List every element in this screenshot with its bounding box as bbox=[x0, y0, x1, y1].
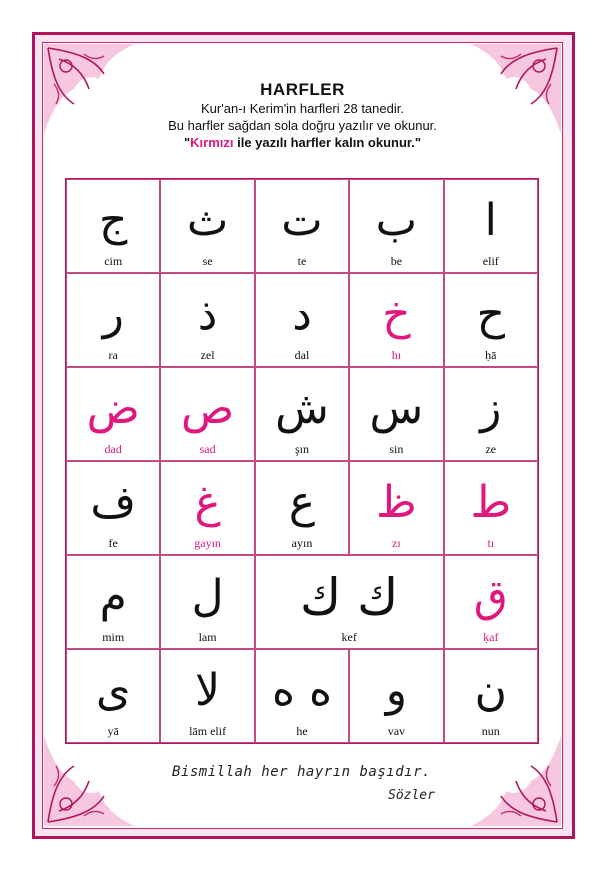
letter-name: ayın bbox=[291, 536, 313, 550]
arabic-letter: ل bbox=[191, 571, 224, 622]
red-word: Kırmızı bbox=[190, 135, 234, 150]
letter-name: kef bbox=[341, 630, 357, 644]
letter-name: zel bbox=[200, 348, 215, 362]
letter-cell bbox=[444, 273, 538, 367]
letter-cell bbox=[160, 367, 254, 461]
letter-name: şın bbox=[294, 442, 309, 456]
letter-cell bbox=[66, 179, 160, 273]
arabic-letter: ا bbox=[484, 195, 497, 246]
arabic-letter: ق bbox=[473, 571, 508, 622]
arabic-letter: ف bbox=[90, 477, 136, 528]
arabic-letter: ج bbox=[98, 195, 128, 246]
letter-name: dad bbox=[104, 442, 122, 456]
letter-name: lām elif bbox=[189, 724, 227, 738]
letter-name: hı bbox=[391, 348, 402, 362]
corner-ornament-bottom-left bbox=[44, 736, 134, 826]
letter-cell bbox=[66, 555, 160, 649]
letter-name: te bbox=[297, 254, 307, 268]
corner-ornament-bottom-right bbox=[471, 736, 561, 826]
letter-cell bbox=[255, 367, 349, 461]
intro-line-3 bbox=[0, 134, 605, 151]
letter-name: yā bbox=[107, 724, 119, 738]
letter-cell bbox=[349, 273, 443, 367]
letter-cell bbox=[160, 555, 254, 649]
arabic-letter: ه ه bbox=[271, 665, 333, 716]
letter-name: cim bbox=[104, 254, 123, 268]
arabic-letter: ر bbox=[102, 289, 124, 340]
arabic-letter: لا bbox=[195, 665, 221, 716]
arabic-letter: د bbox=[292, 289, 312, 340]
arabic-letter: غ bbox=[194, 477, 221, 528]
letter-name: sin bbox=[389, 442, 404, 456]
letter-cell bbox=[66, 273, 160, 367]
letter-name: zı bbox=[392, 536, 401, 550]
letter-name: elif bbox=[482, 254, 499, 268]
intro-line-1: Kur'an-ı Kerim'in harfleri 28 tanedir. bbox=[201, 101, 404, 116]
letter-cell bbox=[255, 273, 349, 367]
intro-line-3-rest: ile yazılı harfler kalın okunur." bbox=[233, 135, 422, 150]
arabic-letter: ع bbox=[288, 477, 316, 528]
arabic-letter: م bbox=[99, 571, 127, 622]
letter-cell bbox=[255, 649, 349, 743]
quote-open: " bbox=[183, 135, 191, 150]
arabic-letter: ش bbox=[275, 383, 329, 434]
letter-cell bbox=[349, 179, 443, 273]
letter-name: sad bbox=[199, 442, 216, 456]
letter-cell bbox=[444, 179, 538, 273]
arabic-letter: ط bbox=[470, 477, 512, 528]
arabic-letter: ص bbox=[180, 383, 235, 434]
letter-name: lam bbox=[198, 630, 217, 644]
letter-cell bbox=[349, 649, 443, 743]
letter-name: vav bbox=[387, 724, 406, 738]
letter-cell bbox=[66, 649, 160, 743]
letter-name: nun bbox=[481, 724, 500, 738]
letter-cell bbox=[255, 555, 444, 649]
page-title: HARFLER bbox=[260, 80, 345, 99]
arabic-letter: ث bbox=[186, 195, 229, 246]
arabic-letter: و bbox=[385, 665, 408, 716]
arabic-letter: ب bbox=[375, 195, 418, 246]
letter-cell bbox=[444, 649, 538, 743]
arabic-letter: ك ك bbox=[300, 568, 399, 626]
footer-quote: Bismillah her hayrın başıdır. bbox=[172, 764, 431, 780]
header bbox=[0, 80, 605, 151]
letter-name: ze bbox=[485, 442, 497, 456]
letter-cell bbox=[66, 367, 160, 461]
letter-cell bbox=[66, 461, 160, 555]
arabic-letter: ز bbox=[480, 383, 502, 434]
letter-name: se bbox=[202, 254, 213, 268]
letter-cell bbox=[160, 273, 254, 367]
letter-cell bbox=[349, 367, 443, 461]
arabic-letter: خ bbox=[382, 289, 411, 340]
letter-name: mim bbox=[102, 630, 125, 644]
letter-name: he bbox=[296, 724, 308, 738]
letter-name: gayın bbox=[194, 536, 221, 550]
letter-name: ḳaf bbox=[483, 630, 499, 644]
arabic-letter: ض bbox=[86, 383, 140, 434]
arabic-letter: ذ bbox=[197, 289, 218, 340]
letter-cell bbox=[444, 367, 538, 461]
letter-cell bbox=[160, 649, 254, 743]
arabic-letter: ت bbox=[281, 195, 323, 246]
letter-cell bbox=[255, 179, 349, 273]
arabic-letter: ى bbox=[95, 665, 131, 716]
letter-cell bbox=[160, 461, 254, 555]
letter-cell bbox=[444, 461, 538, 555]
letter-name: tı bbox=[487, 536, 495, 550]
footer-source: Sözler bbox=[388, 788, 435, 803]
arabic-letter: ن bbox=[474, 665, 507, 716]
intro-line-2: Bu harfler sağdan sola doğru yazılır ve okunur. bbox=[168, 118, 437, 133]
arabic-letter: ح bbox=[476, 289, 505, 340]
letter-name: dal bbox=[294, 348, 310, 362]
letter-name: fe bbox=[108, 536, 118, 550]
arabic-letter: س bbox=[369, 383, 424, 434]
letter-cell bbox=[160, 179, 254, 273]
letter-cell bbox=[444, 555, 538, 649]
letter-cell bbox=[349, 461, 443, 555]
letter-cell bbox=[255, 461, 349, 555]
letter-grid bbox=[65, 178, 539, 744]
letter-name: ḥā bbox=[485, 348, 497, 362]
letter-name: ra bbox=[108, 348, 118, 362]
letter-name: be bbox=[390, 254, 403, 268]
arabic-letter: ظ bbox=[376, 477, 417, 528]
